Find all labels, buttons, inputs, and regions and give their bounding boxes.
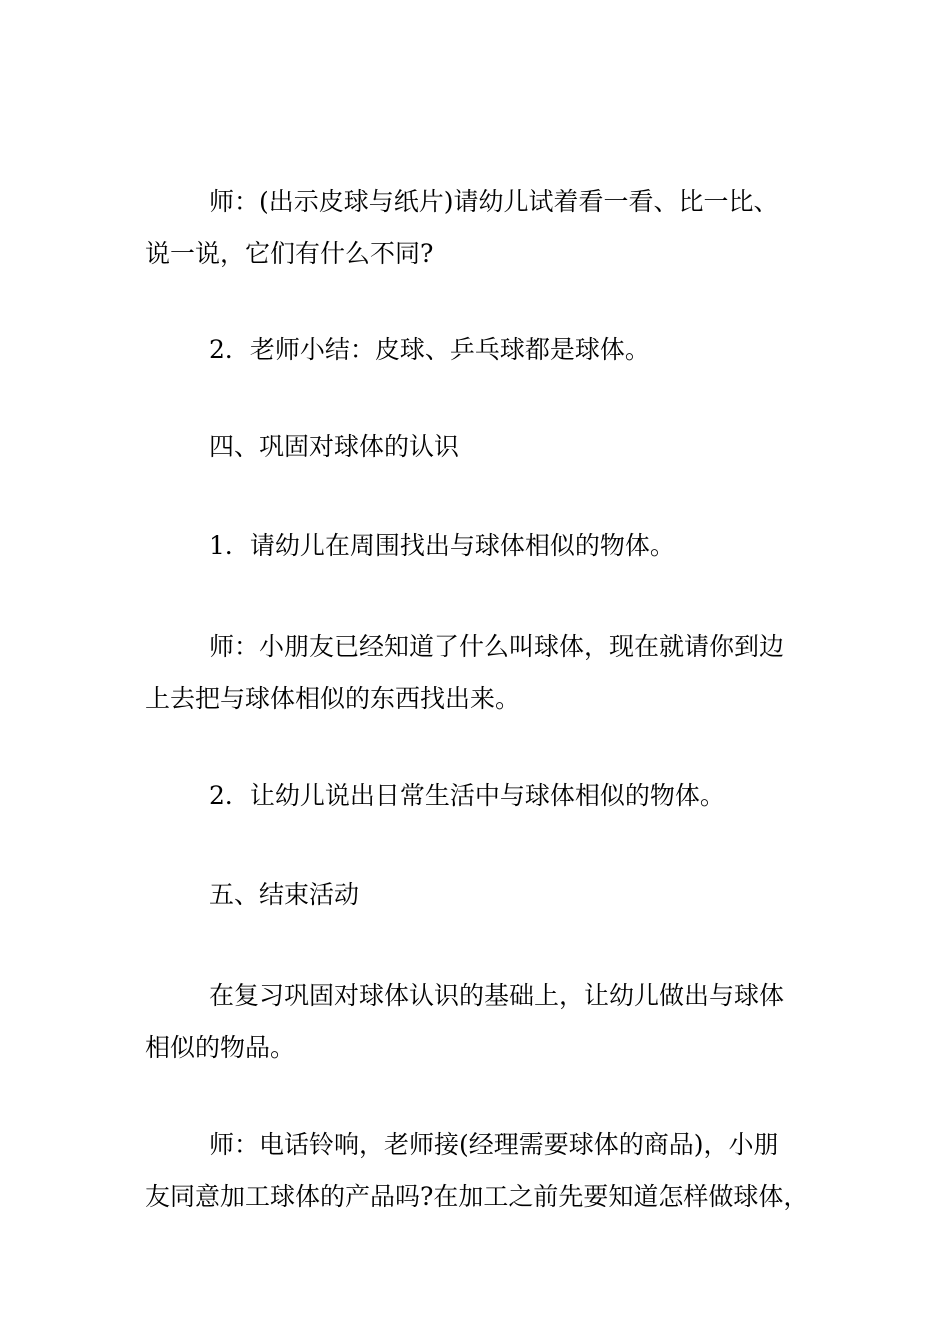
paragraph-line: 说一说，它们有什么不同? [145, 239, 434, 268]
paragraph-line: 1．请幼儿在周围找出与球体相似的物体。 [209, 531, 675, 560]
paragraph-line: 师：电话铃响，老师接(经理需要球体的商品)，小朋 [209, 1130, 779, 1159]
paragraph-make-objects [145, 970, 815, 1074]
paragraph-teacher-find [145, 621, 815, 725]
paragraph-line: 四、巩固对球体的认识 [209, 432, 460, 461]
paragraph-line: 2．让幼儿说出日常生活中与球体相似的物体。 [209, 781, 725, 810]
paragraph-teacher-summary [145, 324, 815, 376]
paragraph-line: 上去把与球体相似的东西找出来。 [145, 684, 521, 713]
paragraph-line: 五、结束活动 [209, 880, 360, 909]
paragraph-teacher-phone [145, 1119, 815, 1223]
paragraph-line: 在复习巩固对球体认识的基础上，让幼儿做出与球体 [209, 981, 785, 1010]
section-heading-end-activity [145, 869, 815, 921]
paragraph-find-objects [145, 520, 815, 572]
paragraph-line: 师：(出示皮球与纸片)请幼儿试着看一看、比一比、 [209, 187, 779, 216]
paragraph-daily-life [145, 770, 815, 822]
section-heading-consolidate [145, 421, 815, 473]
paragraph-line: 2．老师小结：皮球、乒乓球都是球体。 [209, 335, 650, 364]
paragraph-line: 友同意加工球体的产品吗?在加工之前先要知道怎样做球体， [145, 1182, 809, 1211]
paragraph-line: 师：小朋友已经知道了什么叫球体，现在就请你到边 [209, 632, 785, 661]
paragraph-line: 相似的物品。 [145, 1033, 296, 1062]
paragraph-teacher-show-ball [145, 176, 815, 280]
